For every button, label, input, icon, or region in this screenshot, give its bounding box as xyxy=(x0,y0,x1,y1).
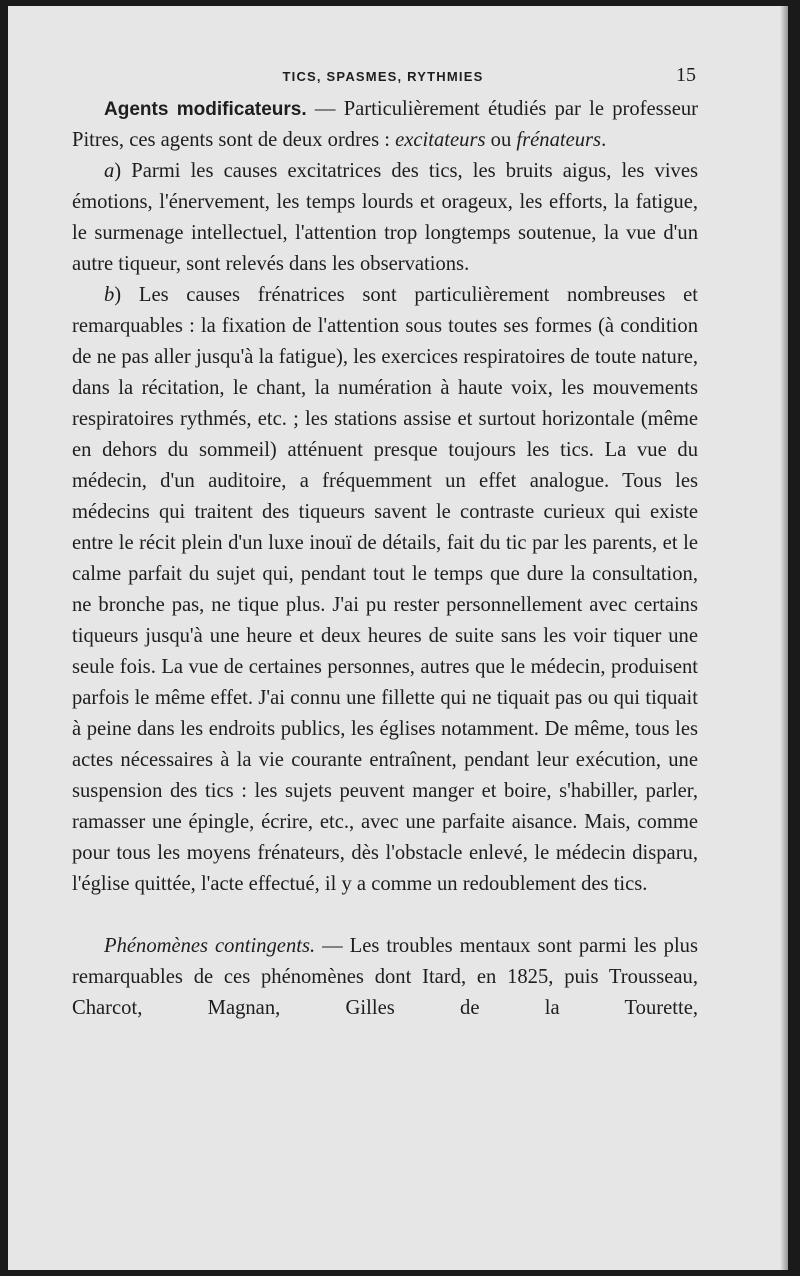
paragraph-b xyxy=(72,280,698,900)
italic-term: frénateurs xyxy=(516,129,602,151)
book-page xyxy=(8,6,788,1270)
paragraph-text: ) Les causes frénatrices sont particulièrement nombreuses et remarquables : la fixation de l'attention sous toutes ses formes (à condition de ne pas aller jusqu'à la fatigue), les exercices respiratoires de toute nature, dans la récitation, le chant, la numération à haute voix, les mouvements respiratoires rythmés, etc. ; les stations assise et surtout horizontale (même en dehors du sommeil) atténuent presque toujours les tics. La vue du médecin, d'un auditoire, a fréquemment un effet analogue. Tous les médecins qui traitent des tiqueurs savent le contraste curieux qui existe entre le récit plein d'un luxe inouï de détails, fait du tic par les parents, et le calme parfait du sujet qui, pendant tout le temps que dure la consultation, ne bronche pas, ne tique plus. J'ai pu rester personnellement avec certains tiqueurs jusqu'à une heure et deux heures de suite sans les voir tiquer une seule fois. La vue de certaines personnes, autres que le médecin, produisent parfois le même effet. J'ai connu une fillette qui ne tiquait pas ou qui tiquait à peine dans les endroits publics, les églises notamment. De même, tous les actes nécessaires à la vie courante entraînent, pendant leur exécution, une suspension des tics : les sujets peuvent manger et boire, s'habiller, parler, ramasser une épingle, écrire, etc., avec une parfaite aisance. Mais, comme pour tous les moyens frénateurs, dès l'obstacle enlevé, le médecin disparu, l'église quittée, l'acte effectué, il y a comme un redoublement des tics. xyxy=(72,284,698,895)
page-number: 15 xyxy=(676,64,696,86)
section-heading-agents: Agents modificateurs. xyxy=(104,99,307,120)
paragraph-a xyxy=(72,156,698,280)
paragraph-text: — Particulièrement étudiés par le professeur Pitres, ces agents sont de deux ordres : xyxy=(72,98,698,151)
running-header xyxy=(70,64,696,88)
italic-term: excitateurs xyxy=(395,129,486,151)
running-title: TICS, SPASMES, RYTHMIES xyxy=(282,69,484,84)
paragraph-agents-modificateurs xyxy=(72,94,698,156)
body-text xyxy=(72,94,698,1024)
section-spacer xyxy=(72,900,698,931)
paragraph-text: ) Parmi les causes excitatrices des tics, les bruits aigus, les vives émotions, l'énervement, les temps lourds et orageux, les efforts, la fatigue, le surmenage intellectuel, l'attention trop longtemps soutenue, la vue d'un autre tiqueur, sont relevés dans les observations. xyxy=(72,160,698,275)
paragraph-text: . xyxy=(601,129,607,151)
paragraph-text: — Les troubles mentaux sont parmi les plus remarquables de ces phénomènes dont Itard, en 1825, puis Trousseau, Charcot, Magnan, Gilles de la Tourette, xyxy=(72,935,698,1019)
list-marker: a xyxy=(104,160,115,182)
paragraph-text: ou xyxy=(485,129,517,151)
paragraph-phenomenes xyxy=(72,931,698,1024)
list-marker: b xyxy=(104,284,115,306)
section-heading-phenomenes: Phénomènes contingents. xyxy=(104,935,316,957)
